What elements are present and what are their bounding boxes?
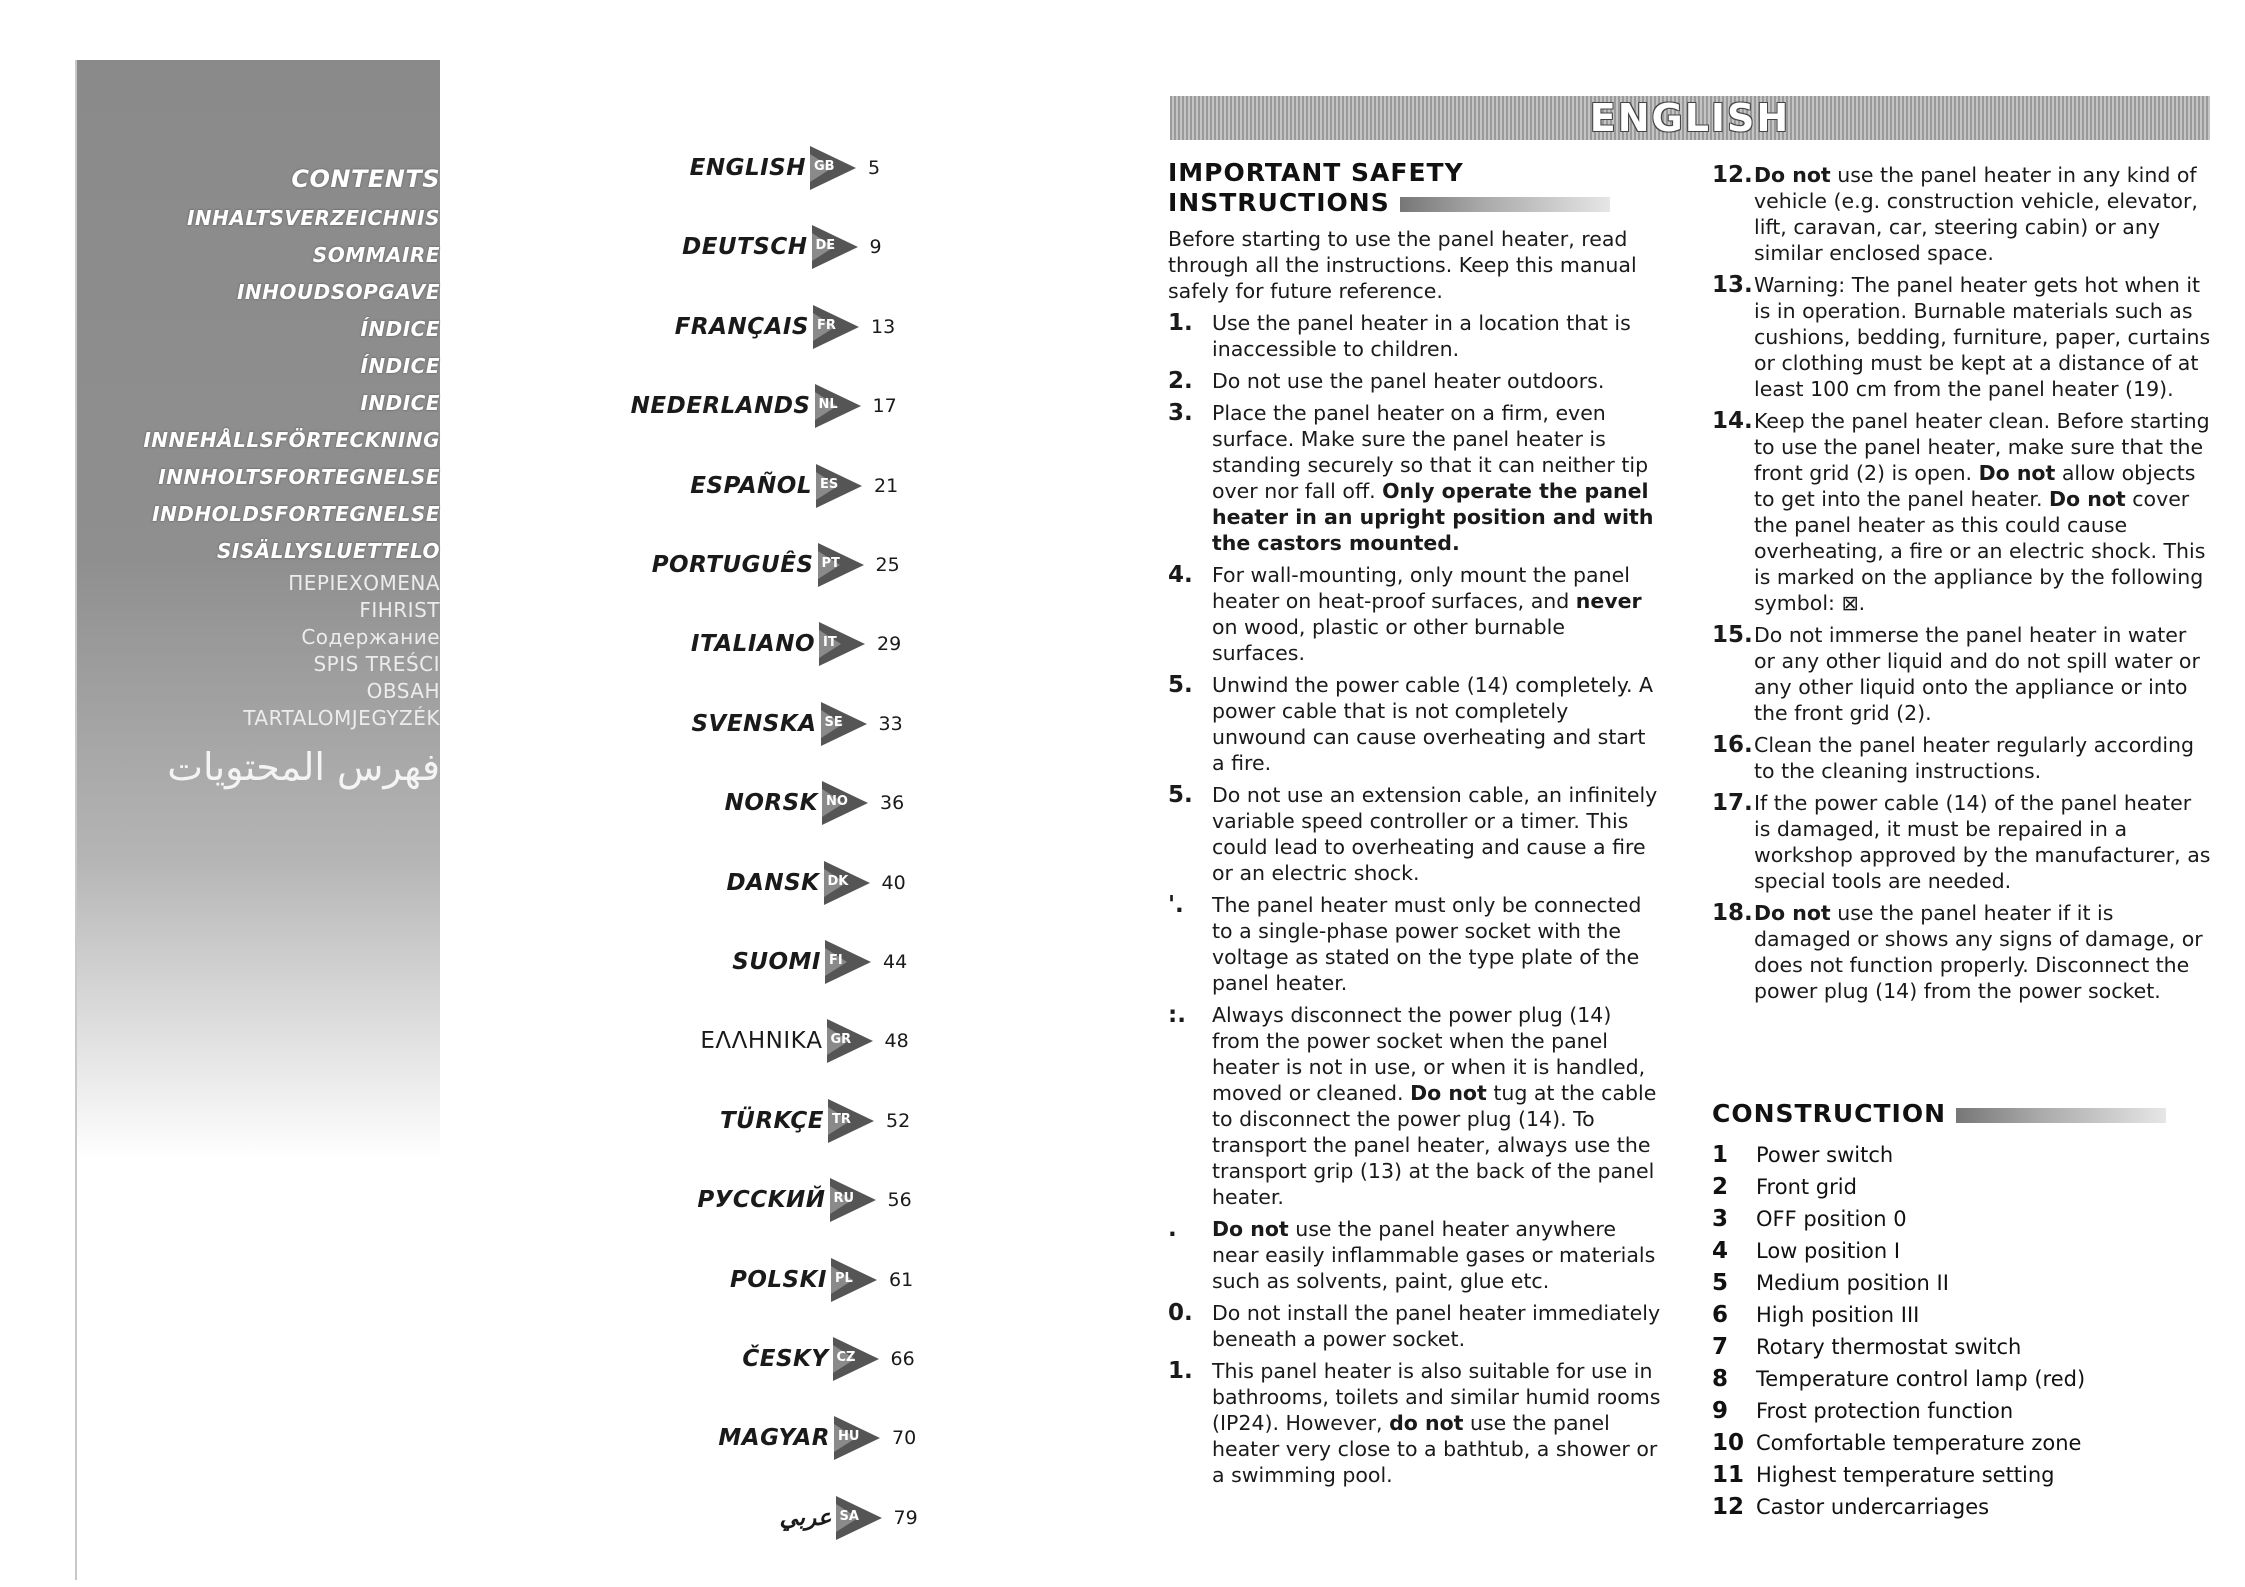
language-name: NORSK (724, 790, 818, 816)
language-name: PУCCKИЙ (697, 1187, 826, 1213)
instruction-text: Place the panel heater on a firm, even surface. Make sure the panel heater is standing securely so that it can neither tip over nor fall off. (1212, 401, 1649, 503)
language-page-number: 79 (893, 1507, 918, 1529)
instruction-number: '. (1168, 892, 1184, 918)
arrow-flag-icon (819, 622, 865, 666)
construction-item (1712, 1459, 2192, 1491)
instruction-text: use the panel heater if it is damaged or shows any signs of damage, or does not function properly. Disconnect the power plug (14) from the power socket. (1754, 901, 2203, 1003)
language-name: TÜRKÇE (719, 1108, 824, 1134)
construction-number: 8 (1712, 1366, 1729, 1392)
language-name: ESPAÑOL (690, 473, 812, 499)
language-code: FR (817, 318, 836, 333)
language-row (600, 225, 940, 269)
arrow-flag-icon (833, 1337, 879, 1381)
arrow-flag-icon (816, 464, 862, 508)
instruction-number: 16. (1712, 732, 1753, 758)
instruction-text: allow objects to get into the panel heater. (1754, 461, 2196, 511)
contents-banner (75, 60, 440, 1580)
language-row (600, 464, 940, 508)
language-code: NO (826, 794, 848, 809)
language-code: GR (830, 1032, 852, 1047)
instruction-number: 18. (1712, 900, 1753, 926)
contents-item-cz: OBSAH (366, 679, 440, 703)
construction-label: Low position I (1756, 1239, 1901, 1263)
language-name: SVENSKA (691, 711, 817, 737)
language-code: ES (820, 477, 839, 492)
contents-title: CONTENTS (291, 165, 440, 193)
construction-label: Frost protection function (1756, 1399, 2014, 1423)
construction-item (1712, 1267, 2192, 1299)
language-code: DK (827, 874, 849, 889)
language-row (600, 146, 940, 190)
language-page-number: 21 (874, 475, 899, 497)
language-code: PL (835, 1271, 853, 1286)
construction-number: 4 (1712, 1238, 1729, 1264)
construction-number: 9 (1712, 1398, 1729, 1424)
arrow-flag-icon (828, 1099, 874, 1143)
arrow-flag-icon (824, 861, 870, 905)
construction-heading-text: CONSTRUCTION (1712, 1099, 1947, 1128)
instruction-item (1168, 400, 1663, 556)
contents-item-it: INDICE (360, 391, 440, 415)
construction-number: 10 (1712, 1430, 1745, 1456)
instruction-number: 17. (1712, 790, 1753, 816)
instruction-emphasis: Do not (1754, 163, 1831, 187)
construction-item (1712, 1363, 2192, 1395)
construction-item (1712, 1171, 2192, 1203)
instruction-number: 4. (1168, 562, 1193, 588)
instruction-number: 1. (1168, 310, 1193, 336)
language-row (600, 861, 940, 905)
banner-edge (75, 60, 77, 1580)
language-page-number: 44 (883, 951, 908, 973)
instruction-item (1168, 1358, 1663, 1488)
language-page-number: 17 (872, 395, 897, 417)
contents-item-se: INNEHÅLLSFÖRTECKNING (143, 428, 440, 452)
instruction-item (1712, 622, 2212, 726)
language-page-number: 70 (892, 1427, 917, 1449)
construction-item (1712, 1299, 2192, 1331)
contents-item-de: INHALTSVERZEICHNIS (186, 206, 440, 230)
language-code: PT (821, 556, 840, 571)
construction-list (1712, 1139, 2192, 1523)
construction-item (1712, 1395, 2192, 1427)
language-row (600, 1099, 940, 1143)
construction-number: 11 (1712, 1462, 1745, 1488)
arrow-flag-icon (822, 781, 868, 825)
arrow-flag-icon (812, 225, 858, 269)
instruction-text: Keep the panel heater clean. Before starting to use the panel heater, make sure that the front grid (2) is open. (1754, 409, 2210, 485)
instruction-text: cover the panel heater as this could cause overheating, a fire or an electric shock. This is marked on the appliance by the following symbol: ⊠. (1754, 487, 2206, 615)
construction-number: 3 (1712, 1206, 1729, 1232)
language-code: SA (839, 1509, 859, 1524)
language-page-number: 25 (875, 554, 900, 576)
instruction-text: use the panel heater anywhere near easily inflammable gases or materials such as solvents, paint, glue etc. (1212, 1217, 1656, 1293)
contents-item-no: INNHOLTSFORTEGNELSE (158, 465, 440, 489)
instruction-text: tug at the cable to disconnect the power plug (14). To transport the panel heater, always use the transport grip (13) at the back of the panel heater. (1212, 1081, 1657, 1209)
language-page-number: 13 (871, 316, 896, 338)
construction-number: 5 (1712, 1270, 1729, 1296)
arrow-flag-icon (827, 1019, 873, 1063)
instruction-text: Clean the panel heater regularly according to the cleaning instructions. (1754, 733, 2195, 783)
english-header-bar (1170, 96, 2210, 140)
language-page-number: 40 (881, 872, 906, 894)
instruction-number: 13. (1712, 272, 1753, 298)
arrow-flag-icon (836, 1496, 882, 1540)
construction-heading (1712, 1099, 2166, 1129)
language-row (600, 543, 940, 587)
instruction-text: Use the panel heater in a location that is inaccessible to children. (1212, 311, 1631, 361)
construction-label: Power switch (1756, 1143, 1894, 1167)
construction-label: Front grid (1756, 1175, 1857, 1199)
arrow-flag-icon (831, 1258, 877, 1302)
contents-item-fr: SOMMAIRE (312, 243, 440, 267)
contents-item-gr: ΠΕΡΙΕΧΟΜΕΝΑ (288, 571, 440, 595)
language-code: SE (824, 715, 843, 730)
instruction-number: :. (1168, 1002, 1186, 1028)
arrow-flag-icon (810, 146, 856, 190)
language-page-number: 66 (890, 1348, 915, 1370)
arrow-flag-icon (813, 305, 859, 349)
instruction-text: Do not use an extension cable, an infinitely variable speed controller or a timer. This could lead to overheating and cause a fire or an electric shock. (1212, 783, 1658, 885)
contents-item-nl: INHOUDSOPGAVE (236, 280, 440, 304)
construction-heading-bar (1956, 1108, 2166, 1123)
instruction-item (1712, 900, 2212, 1004)
language-row (600, 940, 940, 984)
language-page-number: 52 (886, 1110, 911, 1132)
language-name: FRANÇAIS (674, 314, 809, 340)
instruction-number: 14. (1712, 408, 1753, 434)
instruction-item (1712, 408, 2212, 616)
language-row (600, 1178, 940, 1222)
construction-label: Temperature control lamp (red) (1756, 1367, 2086, 1391)
instruction-number: 0. (1168, 1300, 1193, 1326)
language-name: ENGLISH (689, 155, 806, 181)
language-page-number: 5 (868, 157, 881, 179)
instruction-item (1712, 790, 2212, 894)
language-code: HU (838, 1429, 860, 1444)
construction-label: Highest temperature setting (1756, 1463, 2055, 1487)
instructions-column-1 (1168, 226, 1663, 1494)
instructions-column-2 (1712, 162, 2212, 1010)
instruction-item (1168, 368, 1663, 394)
instruction-emphasis: Do not (1754, 901, 1831, 925)
construction-item (1712, 1235, 2192, 1267)
language-row (600, 384, 940, 428)
instruction-number: 12. (1712, 162, 1753, 188)
language-code: GB (814, 159, 835, 174)
contents-item-tr: FIHRIST (359, 598, 440, 622)
instruction-item (1168, 1002, 1663, 1210)
instruction-text: For wall-mounting, only mount the panel heater on heat-proof surfaces, and (1212, 563, 1630, 613)
language-name: DANSK (726, 870, 820, 896)
contents-item-sa: فهرس المحتويات (167, 745, 440, 789)
language-name: ČESKY (742, 1346, 829, 1372)
language-name: NEDERLANDS (630, 393, 811, 419)
construction-label: Rotary thermostat switch (1756, 1335, 2022, 1359)
instruction-text: Do not use the panel heater outdoors. (1212, 369, 1605, 393)
contents-item-pl: SPIS TREŚCI (313, 652, 440, 676)
language-page-number: 61 (889, 1269, 914, 1291)
instruction-item (1712, 272, 2212, 402)
construction-item (1712, 1427, 2192, 1459)
language-page-number: 36 (880, 792, 905, 814)
instruction-number: 5. (1168, 672, 1193, 698)
instruction-text: use the panel heater very close to a bathtub, a shower or a swimming pool. (1212, 1411, 1658, 1487)
arrow-flag-icon (821, 702, 867, 746)
language-name: ITALIANO (690, 631, 815, 657)
instruction-item (1168, 1300, 1663, 1352)
contents-item-dk: INDHOLDSFORTEGNELSE (152, 502, 440, 526)
instruction-item (1712, 162, 2212, 266)
language-name: ΕΛΛΗΝΙΚΑ (700, 1028, 823, 1054)
instruction-number: 15. (1712, 622, 1753, 648)
language-row (600, 1337, 940, 1381)
language-code: DE (815, 238, 836, 253)
construction-label: Comfortable temperature zone (1756, 1431, 2082, 1455)
instruction-number: . (1168, 1216, 1177, 1242)
language-name: PORTUGUÊS (651, 552, 814, 578)
instruction-emphasis: Only operate the panel heater in an upright position and with the castors mounted. (1212, 479, 1654, 555)
instruction-emphasis: Do not (2049, 487, 2126, 511)
language-name: DEUTSCH (682, 234, 808, 260)
language-code: CZ (836, 1350, 856, 1365)
instruction-item (1168, 672, 1663, 776)
instruction-text: Unwind the power cable (14) completely. A power cable that is not completely unwound can cause overheating and start a fire. (1212, 673, 1654, 775)
language-code: NL (818, 397, 838, 412)
language-row (600, 1258, 940, 1302)
construction-number: 7 (1712, 1334, 1729, 1360)
arrow-flag-icon (818, 543, 864, 587)
safety-heading-line-1: IMPORTANT SAFETY (1168, 158, 1464, 187)
intro-paragraph: Before starting to use the panel heater, read through all the instructions. Keep this manual safely for future reference. (1168, 227, 1637, 303)
language-name: SUOMI (732, 949, 821, 975)
instruction-item (1168, 782, 1663, 886)
instruction-text: use the panel heater in any kind of vehicle (e.g. construction vehicle, elevator, lift, caravan, car, steering cabin) or any similar enclosed space. (1754, 163, 2198, 265)
instruction-text: Do not install the panel heater immediately beneath a power socket. (1212, 1301, 1661, 1351)
instruction-text: The panel heater must only be connected to a single-phase power socket with the voltage as stated on the type plate of the panel heater. (1212, 893, 1642, 995)
instruction-item (1168, 310, 1663, 362)
instruction-number: 5. (1168, 782, 1193, 808)
instruction-number: 1. (1168, 1358, 1193, 1384)
instruction-item (1168, 1216, 1663, 1294)
instruction-text: on wood, plastic or other burnable surfaces. (1212, 615, 1565, 665)
language-page-number: 33 (878, 713, 903, 735)
language-row (600, 781, 940, 825)
language-row (600, 1496, 940, 1540)
instruction-emphasis: Do not (1410, 1081, 1487, 1105)
construction-item (1712, 1331, 2192, 1363)
construction-label: High position III (1756, 1303, 1920, 1327)
instruction-emphasis: never (1575, 589, 1642, 613)
instruction-number: 3. (1168, 400, 1193, 426)
instruction-item (1168, 562, 1663, 666)
safety-heading (1168, 158, 1610, 218)
language-row (600, 1416, 940, 1460)
instruction-emphasis: Do not (1212, 1217, 1289, 1241)
construction-label: Medium position II (1756, 1271, 1949, 1295)
construction-number: 12 (1712, 1494, 1745, 1520)
language-page-number: 48 (884, 1030, 909, 1052)
language-code: IT (823, 635, 837, 650)
arrow-flag-icon (825, 940, 871, 984)
instruction-text: Always disconnect the power plug (14) from the power socket when the panel heater is not in use, or when it is handled, moved or cleaned. (1212, 1003, 1646, 1105)
contents-item-fi: SISÄLLYSLUETTELO (217, 539, 440, 563)
construction-label: Castor undercarriages (1756, 1495, 1990, 1519)
construction-number: 1 (1712, 1142, 1729, 1168)
construction-item (1712, 1491, 2192, 1523)
instruction-item (1712, 732, 2212, 784)
language-name: عربي (779, 1505, 832, 1531)
language-page-number: 9 (869, 236, 882, 258)
language-code: RU (833, 1191, 855, 1206)
contents-item-pt: ÍNDICE (360, 354, 440, 378)
instruction-text: If the power cable (14) of the panel heater is damaged, it must be repaired in a workshop approved by the manufacturer, as special tools are needed. (1754, 791, 2211, 893)
language-name: POLSKI (729, 1267, 827, 1293)
instruction-text: Warning: The panel heater gets hot when it is in operation. Burnable materials such as cushions, bedding, furniture, paper, curtains or clothing must be kept at a distance of at least 100 cm from the panel heater (19). (1754, 273, 2211, 401)
construction-number: 2 (1712, 1174, 1729, 1200)
instruction-text: Do not immerse the panel heater in water or any other liquid and do not spill water or any other liquid onto the appliance or into the front grid (2). (1754, 623, 2200, 725)
construction-item (1712, 1203, 2192, 1235)
instruction-text: This panel heater is also suitable for use in bathrooms, toilets and similar humid rooms (IP24). However, (1212, 1359, 1661, 1435)
contents-item-ru: Содержание (301, 625, 440, 649)
arrow-flag-icon (815, 384, 861, 428)
contents-list (75, 158, 440, 802)
contents-item-es: ÍNDICE (360, 317, 440, 341)
language-row (600, 702, 940, 746)
construction-label: OFF position 0 (1756, 1207, 1907, 1231)
arrow-flag-icon (834, 1416, 880, 1460)
language-code: TR (832, 1112, 851, 1127)
instruction-number: 2. (1168, 368, 1193, 394)
language-page-number: 29 (877, 633, 902, 655)
arrow-flag-icon (830, 1178, 876, 1222)
language-row (600, 622, 940, 666)
instruction-item (1168, 892, 1663, 996)
safety-heading-line-2: INSTRUCTIONS (1168, 188, 1390, 217)
language-row (600, 1019, 940, 1063)
safety-heading-bar (1400, 197, 1610, 212)
construction-number: 6 (1712, 1302, 1729, 1328)
language-code: FI (829, 953, 843, 968)
contents-item-hu: TARTALOMJEGYZÉK (243, 706, 440, 730)
language-name: MAGYAR (718, 1425, 830, 1451)
instruction-emphasis: do not (1389, 1411, 1464, 1435)
language-page-number: 56 (887, 1189, 912, 1211)
language-row (600, 305, 940, 349)
construction-item (1712, 1139, 2192, 1171)
instruction-emphasis: Do not (1978, 461, 2056, 485)
english-header-title: ENGLISH (1589, 96, 1791, 140)
